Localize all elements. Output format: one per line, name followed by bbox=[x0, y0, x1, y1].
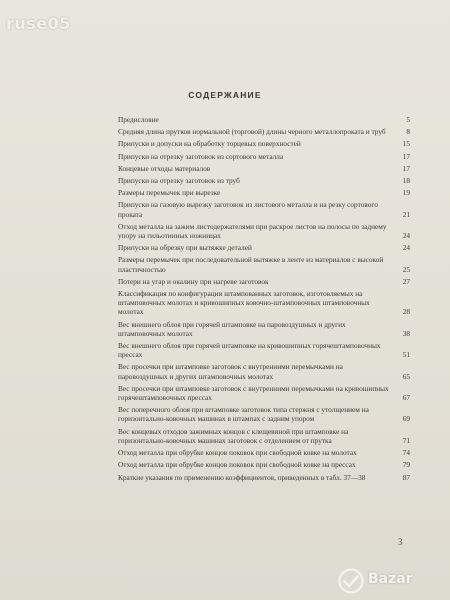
toc-entry-page: 38 bbox=[402, 328, 410, 338]
toc-entry-title: Вес просечки при штамповке заготовок с внутренними перемычками на паровоздушных и других штамповочных молотах bbox=[118, 362, 343, 381]
toc-entry bbox=[118, 341, 410, 359]
toc-entry bbox=[118, 277, 410, 286]
toc-entry-page: 67 bbox=[402, 393, 410, 403]
toc-entry-title: Потери на угар и окалину при нагреве заготовок bbox=[118, 276, 269, 286]
toc-entry-title: Припуски на обрезку при вытяжке деталей bbox=[118, 243, 252, 253]
toc-entry bbox=[118, 320, 410, 338]
toc-entry-page: 74 bbox=[402, 448, 410, 458]
toc-entry bbox=[118, 473, 410, 482]
toc-entry bbox=[118, 448, 410, 457]
toc-entry-title: Предисловие bbox=[118, 115, 159, 124]
toc-entry bbox=[118, 222, 410, 240]
toc-entry-page: 51 bbox=[402, 350, 410, 360]
toc-entry-title: Вес внешнего облоя при горячей штамповке на кривошипных горячештамповочных прессах bbox=[118, 341, 381, 360]
toc-entry-title: Припуски на отрезку заготовок из труб bbox=[118, 176, 240, 186]
toc-entry bbox=[118, 289, 410, 317]
toc-entry bbox=[118, 176, 410, 185]
toc-entry bbox=[118, 152, 410, 161]
toc-entry-page: 5 bbox=[406, 115, 410, 124]
toc-entry-title: Отход металла на зажим листодержателями при раскрое листов на полосы по заднему упору на гильотинных ножницах bbox=[118, 221, 387, 241]
toc-entry bbox=[118, 200, 410, 218]
bazar-logo bbox=[338, 566, 446, 596]
toc-entry-page: 24 bbox=[402, 243, 410, 253]
toc-entry-title: Отход металла при обрубке концов поковок при свободной ковке на молотах bbox=[118, 448, 357, 458]
toc-entry-page: 21 bbox=[402, 209, 410, 219]
toc-entry-title: Концевые отходы материалов bbox=[118, 163, 211, 173]
toc-entry-page: 25 bbox=[402, 264, 410, 274]
toc-entry-page: 17 bbox=[402, 163, 410, 173]
toc-entry bbox=[118, 427, 410, 445]
page-number: 3 bbox=[398, 537, 403, 547]
toc-entry-title: Краткие указания по применению коэффициентов, приведенных в табл. 37—38 bbox=[118, 472, 366, 482]
toc-entry bbox=[118, 460, 410, 469]
toc-entry bbox=[118, 139, 410, 148]
toc-entry-page: 79 bbox=[402, 460, 410, 470]
toc-entry-title: Вес внешнего облоя при горячей штамповке на паровоздушных и других штамповочных молотах bbox=[118, 319, 346, 338]
bazar-logo-text: Bazar bbox=[368, 571, 413, 587]
toc-entry-page: 15 bbox=[402, 139, 410, 149]
toc-entry-page: 69 bbox=[402, 414, 410, 424]
toc-title: СОДЕРЖАНИЕ bbox=[188, 90, 262, 100]
toc-entry-title: Припуски на газовую вырезку заготовок из листового металла и на резку сортового проката bbox=[118, 200, 378, 219]
toc-entry-page: 24 bbox=[402, 231, 410, 241]
toc-entry-page: 28 bbox=[402, 307, 410, 317]
toc-entry-page: 71 bbox=[402, 435, 410, 445]
toc-entry bbox=[118, 362, 410, 380]
toc-entry-title: Размеры перемычек при последовательной вытяжке в ленте из материалов с высокой пластичностью bbox=[118, 255, 384, 274]
toc-entry-page: 87 bbox=[402, 472, 410, 482]
bazar-logo-icon bbox=[338, 568, 364, 594]
site-watermark: ruse05 bbox=[6, 14, 71, 33]
toc-entry-page: 27 bbox=[402, 276, 410, 286]
toc-entry bbox=[118, 115, 410, 124]
toc-entry-page: 19 bbox=[402, 188, 410, 198]
toc-entry-title: Средняя длина прутков нормальной (торговой) длины черного металлопроката и труб bbox=[118, 127, 386, 137]
toc-entry bbox=[118, 127, 410, 136]
toc-entry bbox=[118, 243, 410, 252]
toc-entry-title: Припуски на отрезку заготовок из сортового металла bbox=[118, 151, 284, 161]
toc-entry bbox=[118, 405, 410, 423]
toc-entry-title: Вес просечки при штамповке заготовок с внутренними перемычками на кривошипных горячештамповочных прессах bbox=[118, 383, 389, 403]
toc-entry bbox=[118, 188, 410, 197]
toc-entry bbox=[118, 255, 410, 273]
toc-entry-page: 8 bbox=[406, 127, 410, 137]
toc-entry-title: Размеры перемычек при вырезке bbox=[118, 188, 221, 198]
table-of-contents bbox=[118, 115, 410, 485]
toc-entry-title: Припуски и допуски на обработку торцевых поверхностей bbox=[118, 139, 301, 149]
toc-entry-page: 65 bbox=[402, 371, 410, 381]
toc-entry-title: Вес концевых отходов зажимных концов с клещевиной при штамповке на горизонтально-ковочных машинах заготовок с отделением от прутка bbox=[118, 426, 349, 445]
toc-entry-page: 17 bbox=[402, 151, 410, 161]
toc-entry-title: Отход металла при обрубке концов поковок при свободной ковке на прессах bbox=[118, 460, 356, 470]
toc-entry bbox=[118, 164, 410, 173]
toc-entry-page: 18 bbox=[402, 176, 410, 186]
toc-entry bbox=[118, 384, 410, 402]
toc-entry-title: Вес поперечного облоя при штамповке заготовок типа стержня с утолщением на горизонтально-ковочных машинах в штампах с задним упором bbox=[118, 405, 369, 424]
toc-entry-title: Классификация по конфигурации штампованных заготовок, изготовляемых на штамповочных молотах и кривошипных ковочно-штамповочных штамповочных молотах bbox=[118, 289, 370, 317]
